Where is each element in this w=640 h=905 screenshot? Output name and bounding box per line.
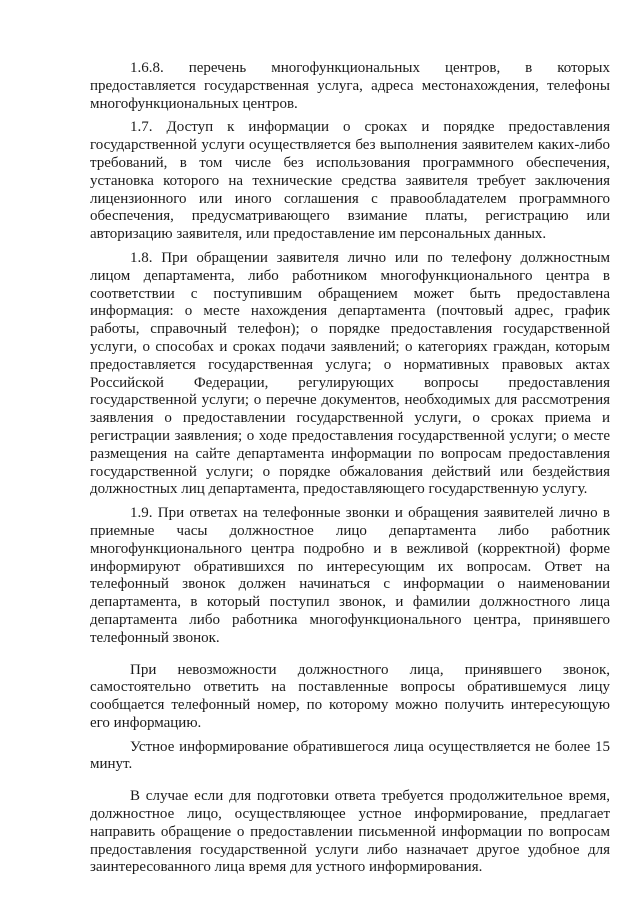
- paragraph-written-request: В случае если для подготовки ответа требуется продолжительное время, должностное лицо, осуществляющее устное информирование, предлагает направить обращение о предоставлении письменной информации по вопросам предоставления государственной услуги либо назначает другое удобное для заинтересованного лица время для устного информирования.: [90, 788, 610, 876]
- paragraph-1-9: 1.9. При ответах на телефонные звонки и обращения заявителей лично в приемные часы должностное лицо департамента либо работник многофункционального центра подробно и в вежливой (корректной) форме информируют обратившихся по интересующим их вопросам. Ответ на телефонный звонок должен начинаться с информации о наименовании департамента, в который поступил звонок, и фамилии должностного лица департамента либо работника многофункционального центра, принявшего телефонный звонок.: [90, 505, 610, 646]
- document-body: [90, 60, 610, 883]
- paragraph-1-8: 1.8. При обращении заявителя лично или по телефону должностным лицом департамента, либо работником многофункционального центра в соответствии с поступившим обращением может быть предоставлена информация: о месте нахождения департамента (почтовый адрес, график работы, справочный телефон); о порядке предоставления государственной услуги, о способах и сроках подачи заявлений; о категориях граждан, которым предоставляется государственная услуга; о нормативных правовых актах Российской Федерации, регулирующих вопросы предоставления государственной услуги; о перечне документов, необходимых для рассмотрения заявления о предоставлении государственной услуги, о сроках приема и регистрации заявления; о ходе предоставления государственной услуги; о месте размещения на сайте департамента информации по вопросам предоставления государственной услуги; о порядке обжалования действий или бездействия должностных лиц департамента, предоставляющего государственную услугу.: [90, 249, 610, 498]
- paragraph-duration: Устное информирование обратившегося лица осуществляется не более 15 минут.: [90, 738, 610, 773]
- paragraph-1-6-8: 1.6.8. перечень многофункциональных центров, в которых предоставляется государственная услуга, адреса местонахождения, телефоны многофункциональных центров.: [90, 60, 610, 112]
- paragraph-1-7: 1.7. Доступ к информации о сроках и порядке предоставления государственной услуги осуществляется без выполнения заявителем каких-либо требований, в том числе без использования программного обеспечения, установка которого на технические средства заявителя требует заключения лицензионного или иного соглашения с правообладателем программного обеспечения, предусматривающего взимание платы, регистрацию или авторизацию заявителя, или предоставление им персональных данных.: [90, 119, 610, 243]
- paragraph-phone-number: При невозможности должностного лица, принявшего звонок, самостоятельно ответить на поставленные вопросы обратившемуся лицу сообщается телефонный номер, по которому можно получить интересующую его информацию.: [90, 661, 610, 731]
